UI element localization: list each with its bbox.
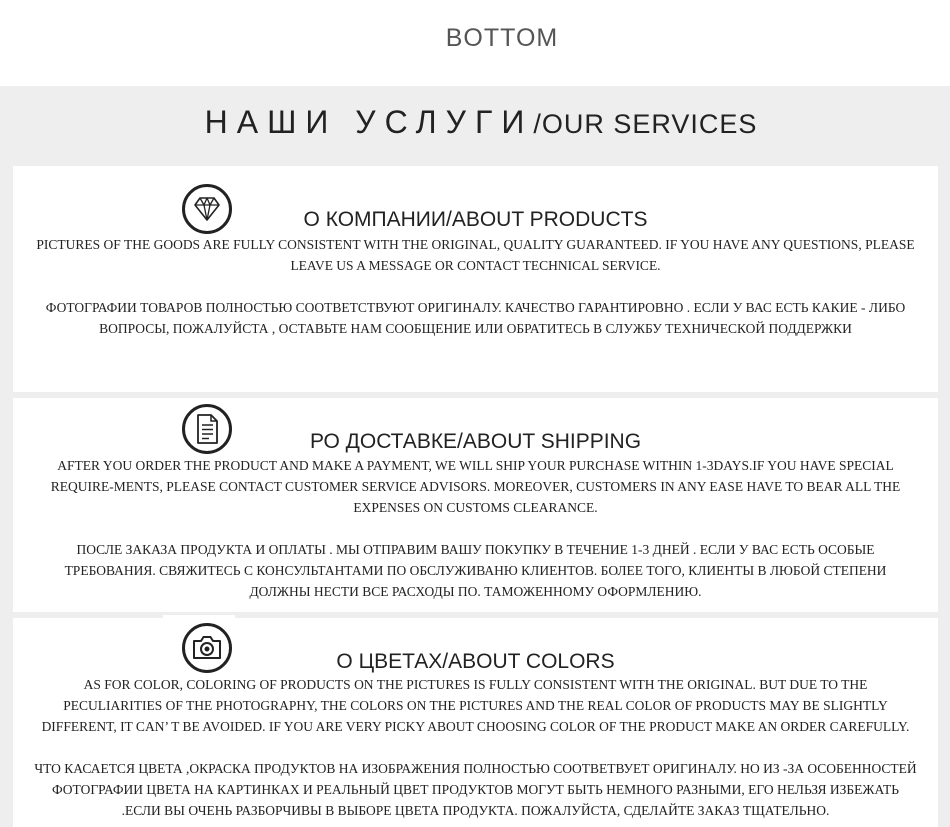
service-text-en: AS FOR COLOR, COLORING OF PRODUCTS ON THE PICTURES IS FULLY CONSISTENT WITH THE ORIGINAL. BUT DUE TO THE PECULIARITIES OF THE PHOTOGRAPHY, THE COLORS ON THE PICTURES AND THE REAL COLOR OF PRODUCTS MAY BE SLIGHTLY DIFFERENT, IT CAN’ T BE AVOIDED. IF YOU ARE VERY PICKY ABOUT CHOOSING COLOR OF THE PRODUCT MAKE AN ORDER CAREFULLY. bbox=[41, 677, 910, 734]
services-title-ru: НАШИ УСЛУГИ bbox=[204, 104, 534, 140]
service-text-en: PICTURES OF THE GOODS ARE FULLY CONSISTENT WITH THE ORIGINAL, QUALITY GUARANTEED. IF YOU HAVE ANY QUESTIONS, PLEASE LEAVE US A MESSAGE OR CONTACT TECHNICAL SERVICE. bbox=[36, 237, 915, 273]
service-heading: РО ДОСТАВКЕ/ABOUT SHIPPING bbox=[309, 430, 642, 453]
service-text-ru: ПОСЛЕ ЗАКАЗА ПРОДУКТА И ОПЛАТЫ . МЫ ОТПРАВИМ ВАШУ ПОКУПКУ В ТЕЧЕНИЕ 1-3 ДНЕЙ . ЕСЛИ У ВАС ЕСТЬ ОСОБЫЕ ТРЕБОВАНИЯ. СВЯЖИТЕСЬ С КОНСУЛЬТАНТАМИ ПО ОБСЛУЖИВАНЮ КЛИЕНТОВ. БОЛЕЕ ТОГО, КЛИЕНТЫ В ЛЮБОЙ СТЕПЕНИ ДОЛЖНЫ НЕСТИ ВСЕ РАСХОДЫ ПО. ТАМОЖЕННОМУ ОФОРМЛЕНИЮ. bbox=[64, 542, 887, 599]
service-text-ru: ФОТОГРАФИИ ТОВАРОВ ПОЛНОСТЬЮ СООТВЕТСТВУЮТ ОРИГИНАЛУ. КАЧЕСТВО ГАРАНТИРОВНО . ЕСЛИ У ВАС ЕСТЬ КАКИЕ - ЛИБО ВОПРОСЫ, ПОЖАЛУЙСТА , ОСТАВЬТЕ НАМ СООБЩЕНИЕ ИЛИ ОБРАТИТЕСЬ В СЛУЖБУ ТЕХНИЧЕСКОЙ ПОДДЕРЖКИ bbox=[45, 300, 906, 336]
services-title-en: /OUR SERVICES bbox=[533, 109, 758, 139]
service-card-products bbox=[13, 166, 938, 392]
service-heading: О КОМПАНИИ/ABOUT PRODUCTS bbox=[303, 208, 648, 231]
service-card-shipping bbox=[13, 398, 938, 612]
service-card-colors bbox=[13, 618, 938, 827]
service-heading: О ЦВЕТАХ/ABOUT COLORS bbox=[336, 650, 615, 673]
service-text-ru: ЧТО КАСАЕТСЯ ЦВЕТА ,ОКРАСКА ПРОДУКТОВ НА ИЗОБРАЖЕНИЯ ПОЛНОСТЬЮ СООТВЕТВУЕТ ОРИГИНАЛУ. НО ИЗ -ЗА ОСОБЕННОСТЕЙ ФОТОГРАФИИ ЦВЕТА НА КАРТИНКАХ И РЕАЛЬНЫЙ ЦВЕТ ПРОДУКТОВ МОГУТ БЫТЬ НЕМНОГО РАЗНЫМИ, ЕГО НЕЛЬЗЯ ИЗБЕЖАТЬ .ЕСЛИ ВЫ ОЧЕНЬ РАЗБОРЧИВЫ В ВЫБОРЕ ЦВЕТА ПРОДУКТА. ПОЖАЛУЙСТА, СДЕЛАЙТЕ ЗАКАЗ ТЩАТЕЛЬНО. bbox=[34, 761, 917, 818]
service-text-en: AFTER YOU ORDER THE PRODUCT AND MAKE A PAYMENT, WE WILL SHIP YOUR PURCHASE WITHIN 1-3DAYS.IF YOU HAVE SPECIAL REQUIRE-MENTS, PLEASE CONTACT CUSTOMER SERVICE ADVISORS. MOREOVER, CUSTOMERS IN ANY EASE HAVE TO BEAR ALL THE EXPENSES ON CUSTOMS CLEARANCE. bbox=[50, 458, 901, 515]
services-title bbox=[0, 104, 950, 141]
top-band bbox=[0, 0, 950, 86]
bottom-label: BOTTOM bbox=[445, 24, 559, 52]
